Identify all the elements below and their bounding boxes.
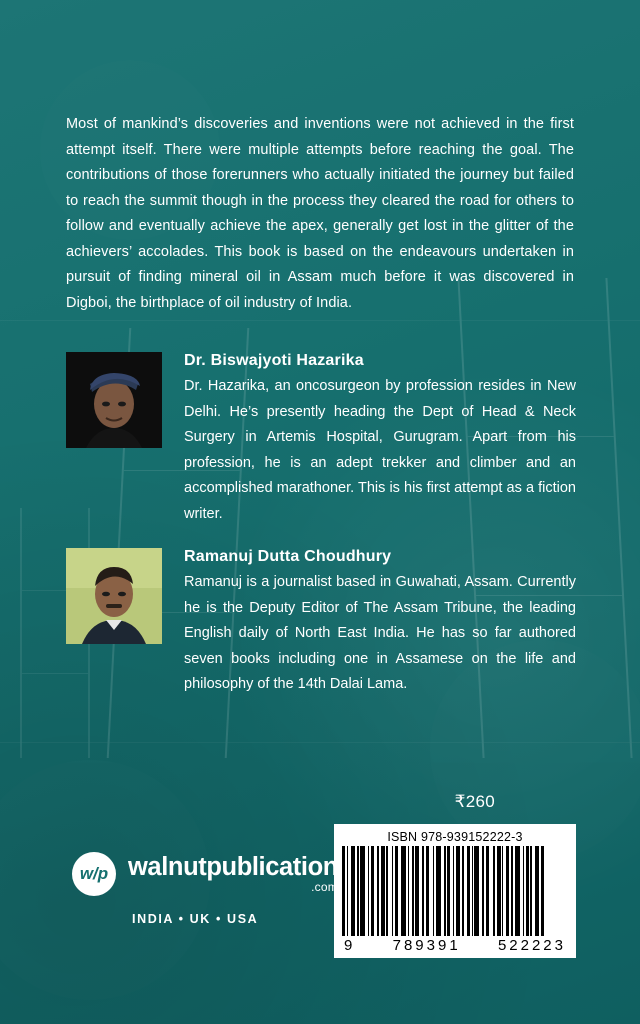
author-bio-1: Dr. Hazarika, an oncosurgeon by profession resides in New Delhi. He’s presently heading the Dept of Head & Neck Surgery in Artemis Hospital, Gurugram. Apart from his profession, he is an adept trekker and climber and an accomplished marathoner. This is his first attempt as a fiction writer. (184, 378, 576, 522)
barcode-digit-left: 9 (344, 937, 356, 954)
publisher-countries: INDIA • UK • USA (132, 912, 259, 926)
author-photo-1 (66, 352, 162, 448)
texture-band (0, 320, 640, 321)
barcode-bars (342, 846, 568, 936)
publisher-logo (72, 852, 338, 896)
isbn-label: ISBN 978-939152222-3 (387, 830, 523, 844)
barcode (334, 824, 576, 958)
author-photo-2 (66, 548, 162, 644)
publisher-domain: .com (311, 880, 338, 895)
walnut-monogram-icon: w/p (72, 852, 116, 896)
author-name-1: Dr. Biswajyoti Hazarika (184, 352, 364, 369)
barcode-digits-right: 522223 (497, 937, 566, 954)
publisher-name: walnutpublication (128, 852, 338, 881)
author-block-1 (66, 352, 576, 527)
price-label: ₹260 (454, 792, 495, 811)
barcode-digits-mid: 789391 (392, 937, 461, 954)
texture-band (0, 742, 640, 743)
back-cover-blurb: Most of mankind’s discoveries and inventions were not achieved in the first attempt itself. There were multiple attempts before reaching the goal. The contributions of those forerunners who actually initiated the journey but failed to reach the summit though in the process they cleared the road for others to follow and eventually achieve the apex, generally get lost in the glitter of the achievers’ accolades. This book is based on the endeavours undertaken in pursuit of finding mineral oil in Assam much before it was discovered in Digboi, the birthplace of oil industry of India. (66, 116, 574, 311)
barcode-digits (342, 936, 568, 954)
author-name-2: Ramanuj Dutta Choudhury (184, 548, 392, 565)
author-bio-2: Ramanuj is a journalist based in Guwahati, Assam. Currently he is the Deputy Editor of The Assam Tribune, the leading English daily of North East India. He has so far authored seven books including one in Assamese on the life and philosophy of the 14th Dalai Lama. (184, 574, 576, 692)
author-block-2 (66, 548, 576, 698)
